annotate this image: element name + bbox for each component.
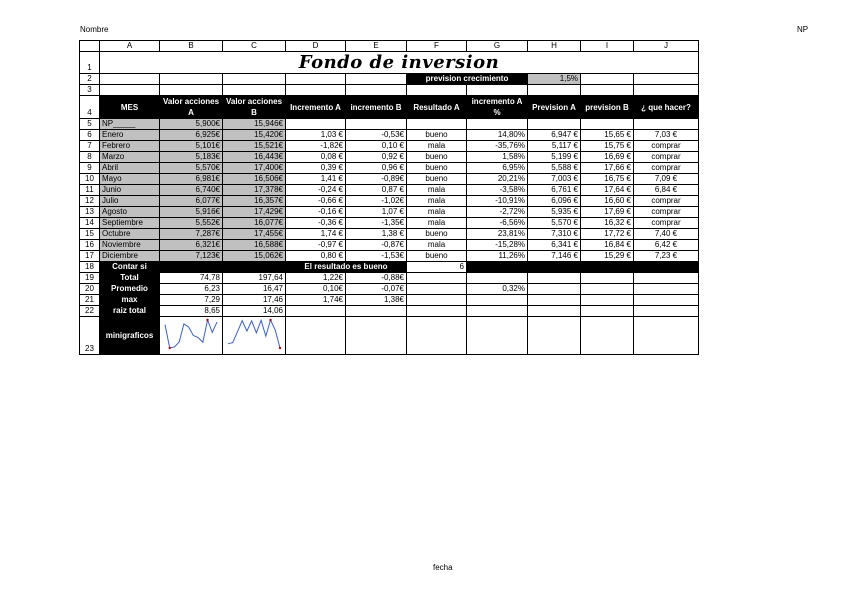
empty-cell[interactable] (100, 74, 160, 85)
empty-cell[interactable] (528, 317, 581, 355)
header-cell[interactable]: Prevision A (528, 96, 581, 119)
minigraficos-label[interactable]: minigraficos (100, 317, 160, 355)
empty-cell[interactable] (634, 306, 699, 317)
header-cell[interactable]: ¿ que hacer? (634, 96, 699, 119)
empty-cell[interactable] (528, 273, 581, 284)
data-cell[interactable]: 6,947 € (528, 130, 581, 141)
data-cell[interactable]: -35,76% (467, 141, 528, 152)
data-cell[interactable]: comprar (634, 163, 699, 174)
data-cell[interactable]: mala (407, 185, 467, 196)
sheet-row (80, 85, 699, 96)
data-cell[interactable]: 5,916€ (160, 207, 223, 218)
data-cell[interactable]: Julio (100, 196, 160, 207)
empty-cell[interactable] (407, 273, 467, 284)
data-cell[interactable]: Junio (100, 185, 160, 196)
data-cell[interactable]: 15,29 € (581, 251, 634, 262)
row-number[interactable]: 1 (80, 52, 100, 74)
data-cell[interactable]: 7,03 € (634, 130, 699, 141)
sheet-row (80, 262, 699, 273)
row-number[interactable]: 3 (80, 85, 100, 96)
data-cell[interactable]: 15,65 € (581, 130, 634, 141)
row-number[interactable]: 8 (80, 152, 100, 163)
data-cell[interactable]: 7,40 € (634, 229, 699, 240)
data-cell[interactable]: mala (407, 196, 467, 207)
header-cell[interactable]: incremento A % (467, 96, 528, 119)
data-cell[interactable]: 7,310 € (528, 229, 581, 240)
sparkline-a (162, 317, 220, 351)
raiz-label[interactable]: raiz total (100, 306, 160, 317)
data-cell[interactable]: Marzo (100, 152, 160, 163)
empty-cell[interactable] (407, 119, 467, 130)
data-cell[interactable]: 5,935 € (528, 207, 581, 218)
data-cell[interactable]: 6,341 € (528, 240, 581, 251)
sheet-row (80, 141, 699, 152)
data-cell[interactable]: 6,981€ (160, 174, 223, 185)
data-cell[interactable]: -0,89€ (346, 174, 407, 185)
data-cell[interactable]: 15,75 € (581, 141, 634, 152)
empty-cell[interactable] (286, 317, 346, 355)
data-cell[interactable]: 0,87 € (346, 185, 407, 196)
empty-cell[interactable] (346, 74, 407, 85)
header-cell[interactable]: Valor acciones B (223, 96, 286, 119)
data-cell[interactable]: -15,28% (467, 240, 528, 251)
contar-criteria[interactable]: El resultado es bueno (286, 262, 407, 273)
empty-cell[interactable] (467, 317, 528, 355)
contar-value[interactable]: 6 (407, 262, 467, 273)
data-cell[interactable]: 0,08 € (286, 152, 346, 163)
max-e[interactable]: 1,38€ (346, 295, 407, 306)
contar-label[interactable]: Contar si (100, 262, 160, 273)
data-cell[interactable]: Abril (100, 163, 160, 174)
sheet-row (80, 74, 699, 85)
sparkline-line (165, 320, 217, 348)
empty-cell[interactable] (581, 119, 634, 130)
data-cell[interactable]: comprar (634, 152, 699, 163)
empty-cell[interactable] (634, 295, 699, 306)
data-cell[interactable]: -1,53€ (346, 251, 407, 262)
empty-cell[interactable] (581, 295, 634, 306)
header-nombre: Nombre (80, 25, 109, 34)
empty-cell[interactable] (528, 85, 581, 96)
data-cell[interactable]: bueno (407, 174, 467, 185)
header-cell[interactable]: prevision B (581, 96, 634, 119)
raiz-b[interactable]: 8,65 (160, 306, 223, 317)
column-header-h[interactable]: H (528, 41, 581, 52)
empty-cell[interactable] (407, 295, 467, 306)
data-cell[interactable]: 15,062€ (223, 251, 286, 262)
empty-cell[interactable] (581, 306, 634, 317)
month-cell[interactable]: NP_____ (100, 119, 160, 130)
data-cell[interactable]: 5,183€ (160, 152, 223, 163)
empty-cell[interactable] (160, 85, 223, 96)
data-cell[interactable]: 7,123€ (160, 251, 223, 262)
data-cell[interactable]: 17,455€ (223, 229, 286, 240)
data-cell[interactable]: 1,74 € (286, 229, 346, 240)
data-cell[interactable]: 17,429€ (223, 207, 286, 218)
sheet-row (80, 130, 699, 141)
data-cell[interactable]: -1,35€ (346, 218, 407, 229)
sparkline-marker (279, 347, 281, 349)
data-cell[interactable]: 11,26% (467, 251, 528, 262)
data-cell[interactable]: 23,81% (467, 229, 528, 240)
data-cell[interactable]: 16,357€ (223, 196, 286, 207)
total-label[interactable]: Total (100, 273, 160, 284)
empty-cell[interactable] (407, 317, 467, 355)
data-cell[interactable]: 5,117 € (528, 141, 581, 152)
data-cell[interactable]: 7,23 € (634, 251, 699, 262)
empty-cell[interactable] (346, 85, 407, 96)
row-number[interactable]: 5 (80, 119, 100, 130)
column-header-b[interactable]: B (160, 41, 223, 52)
data-cell[interactable]: bueno (407, 130, 467, 141)
data-cell[interactable]: bueno (407, 152, 467, 163)
data-cell[interactable]: bueno (407, 163, 467, 174)
data-cell[interactable]: -1,02€ (346, 196, 407, 207)
data-cell[interactable]: -2,72% (467, 207, 528, 218)
promedio-e[interactable]: -0,07€ (346, 284, 407, 295)
data-cell[interactable]: Noviembre (100, 240, 160, 251)
data-cell[interactable]: -0,87€ (346, 240, 407, 251)
data-cell[interactable]: 14,80% (467, 130, 528, 141)
data-cell[interactable]: 17,69 € (581, 207, 634, 218)
data-cell[interactable]: 5,570 € (528, 218, 581, 229)
column-header-i[interactable]: I (581, 41, 634, 52)
data-cell[interactable]: 6,321€ (160, 240, 223, 251)
data-cell[interactable]: Diciembre (100, 251, 160, 262)
data-cell[interactable]: 16,69 € (581, 152, 634, 163)
data-cell[interactable]: Octubre (100, 229, 160, 240)
sparkline-line (228, 320, 280, 348)
empty-cell[interactable] (286, 85, 346, 96)
sheet-title[interactable]: Fondo de inversion (100, 52, 699, 74)
header-cell[interactable]: Resultado A (407, 96, 467, 119)
row-number[interactable]: 19 (80, 273, 100, 284)
corner-cell[interactable] (80, 41, 100, 52)
data-cell[interactable]: 17,400€ (223, 163, 286, 174)
data-cell[interactable]: 5,101€ (160, 141, 223, 152)
sheet-row (80, 229, 699, 240)
empty-cell[interactable] (223, 74, 286, 85)
data-cell[interactable]: Enero (100, 130, 160, 141)
data-cell[interactable]: 15,420€ (223, 130, 286, 141)
data-cell[interactable]: 6,761 € (528, 185, 581, 196)
data-cell[interactable]: 5,570€ (160, 163, 223, 174)
empty-cell[interactable] (528, 295, 581, 306)
raiz-c[interactable]: 14,06 (223, 306, 286, 317)
empty-cell[interactable] (346, 119, 407, 130)
data-cell[interactable]: bueno (407, 251, 467, 262)
empty-cell[interactable] (634, 284, 699, 295)
empty-cell[interactable] (160, 74, 223, 85)
header-cell[interactable]: MES (100, 96, 160, 119)
data-cell[interactable]: 16,077€ (223, 218, 286, 229)
data-cell[interactable]: 6,096 € (528, 196, 581, 207)
data-cell[interactable]: 5,199 € (528, 152, 581, 163)
blank-black-cell[interactable] (160, 262, 286, 273)
total-c[interactable]: 197,64 (223, 273, 286, 284)
prevision-value[interactable]: 1,5% (528, 74, 581, 85)
row-number[interactable]: 15 (80, 229, 100, 240)
data-cell[interactable]: 20,21% (467, 174, 528, 185)
data-cell[interactable]: 0,92 € (346, 152, 407, 163)
empty-cell[interactable] (581, 74, 634, 85)
value-b-cell[interactable]: 15,946€ (223, 119, 286, 130)
data-cell[interactable]: 7,003 € (528, 174, 581, 185)
empty-cell[interactable] (528, 284, 581, 295)
row-number[interactable]: 20 (80, 284, 100, 295)
empty-cell[interactable] (467, 85, 528, 96)
column-header-g[interactable]: G (467, 41, 528, 52)
data-cell[interactable]: 1,58% (467, 152, 528, 163)
data-cell[interactable]: 0,39 € (286, 163, 346, 174)
column-header-a[interactable]: A (100, 41, 160, 52)
max-g[interactable] (467, 295, 528, 306)
sheet-row (80, 218, 699, 229)
row-number[interactable]: 23 (80, 317, 100, 355)
row-number[interactable]: 13 (80, 207, 100, 218)
empty-cell[interactable] (581, 85, 634, 96)
data-cell[interactable]: 6,925€ (160, 130, 223, 141)
data-cell[interactable]: Febrero (100, 141, 160, 152)
sheet-row (80, 96, 699, 119)
data-cell[interactable]: 6,84 € (634, 185, 699, 196)
empty-cell[interactable] (407, 306, 467, 317)
promedio-g[interactable]: 0,32% (467, 284, 528, 295)
total-b[interactable]: 74,78 (160, 273, 223, 284)
data-cell[interactable]: 16,32 € (581, 218, 634, 229)
total-g[interactable] (467, 273, 528, 284)
sparkline-marker (206, 319, 208, 321)
data-cell[interactable]: -3,58% (467, 185, 528, 196)
sheet-row (80, 41, 699, 52)
row-number[interactable]: 9 (80, 163, 100, 174)
raiz-e[interactable] (346, 306, 407, 317)
header-cell[interactable]: Valor acciones A (160, 96, 223, 119)
empty-cell[interactable] (407, 85, 467, 96)
empty-cell[interactable] (634, 119, 699, 130)
empty-cell[interactable] (634, 317, 699, 355)
row-number[interactable]: 10 (80, 174, 100, 185)
data-cell[interactable]: mala (407, 218, 467, 229)
data-cell[interactable]: 7,287€ (160, 229, 223, 240)
data-cell[interactable]: Mayo (100, 174, 160, 185)
empty-cell[interactable] (286, 74, 346, 85)
data-cell[interactable]: -6,56% (467, 218, 528, 229)
sheet-row (80, 196, 699, 207)
sheet-row (80, 306, 699, 317)
data-cell[interactable]: bueno (407, 229, 467, 240)
data-cell[interactable]: 1,03 € (286, 130, 346, 141)
data-cell[interactable]: 17,66 € (581, 163, 634, 174)
data-cell[interactable]: mala (407, 207, 467, 218)
sparkline-marker (169, 347, 171, 349)
sheet-row (80, 185, 699, 196)
row-number[interactable]: 22 (80, 306, 100, 317)
promedio-c[interactable]: 16,47 (223, 284, 286, 295)
max-b[interactable]: 7,29 (160, 295, 223, 306)
row-number[interactable]: 17 (80, 251, 100, 262)
row-number[interactable]: 14 (80, 218, 100, 229)
empty-cell[interactable] (528, 306, 581, 317)
data-cell[interactable]: 1,38 € (346, 229, 407, 240)
column-header-e[interactable]: E (346, 41, 407, 52)
data-cell[interactable]: comprar (634, 196, 699, 207)
data-cell[interactable]: 17,72 € (581, 229, 634, 240)
data-cell[interactable]: -0,66 € (286, 196, 346, 207)
promedio-b[interactable]: 6,23 (160, 284, 223, 295)
row-number[interactable]: 16 (80, 240, 100, 251)
value-a-cell[interactable]: 5,900€ (160, 119, 223, 130)
sheet-row (80, 317, 699, 355)
data-cell[interactable]: Septiembre (100, 218, 160, 229)
max-c[interactable]: 17,46 (223, 295, 286, 306)
data-cell[interactable]: 6,95% (467, 163, 528, 174)
max-d[interactable]: 1,74€ (286, 295, 346, 306)
data-cell[interactable]: 16,506€ (223, 174, 286, 185)
data-cell[interactable]: 16,84 € (581, 240, 634, 251)
column-header-j[interactable]: J (634, 41, 699, 52)
sheet-row (80, 251, 699, 262)
row-number[interactable]: 11 (80, 185, 100, 196)
data-cell[interactable]: 1,41 € (286, 174, 346, 185)
data-cell[interactable]: comprar (634, 141, 699, 152)
sparkline-a-cell[interactable] (160, 317, 223, 355)
sheet-row (80, 284, 699, 295)
spreadsheet-table (79, 40, 699, 355)
empty-cell[interactable] (223, 85, 286, 96)
empty-cell[interactable] (528, 119, 581, 130)
data-cell[interactable]: mala (407, 240, 467, 251)
data-cell[interactable]: 16,588€ (223, 240, 286, 251)
row-number[interactable]: 6 (80, 130, 100, 141)
empty-cell[interactable] (407, 284, 467, 295)
empty-cell[interactable] (286, 119, 346, 130)
column-header-d[interactable]: D (286, 41, 346, 52)
blank-black-cell[interactable] (467, 262, 699, 273)
empty-cell[interactable] (467, 119, 528, 130)
sheet-row (80, 119, 699, 130)
data-cell[interactable]: 0,10 € (346, 141, 407, 152)
data-cell[interactable]: 16,443€ (223, 152, 286, 163)
empty-cell[interactable] (634, 85, 699, 96)
data-cell[interactable]: 1,07 € (346, 207, 407, 218)
data-cell[interactable]: comprar (634, 218, 699, 229)
sheet-row (80, 240, 699, 251)
header-cell[interactable]: Incremento A (286, 96, 346, 119)
data-cell[interactable]: 5,588 € (528, 163, 581, 174)
empty-cell[interactable] (581, 317, 634, 355)
row-number[interactable]: 18 (80, 262, 100, 273)
data-cell[interactable]: -1,82€ (286, 141, 346, 152)
row-number[interactable]: 2 (80, 74, 100, 85)
data-cell[interactable]: -0,53€ (346, 130, 407, 141)
data-cell[interactable]: 6,42 € (634, 240, 699, 251)
data-cell[interactable]: 6,077€ (160, 196, 223, 207)
row-number[interactable]: 7 (80, 141, 100, 152)
sparkline-b (225, 317, 283, 351)
data-cell[interactable]: -10,91% (467, 196, 528, 207)
data-cell[interactable]: Agosto (100, 207, 160, 218)
data-cell[interactable]: 15,521€ (223, 141, 286, 152)
sparkline-b-cell[interactable] (223, 317, 286, 355)
data-cell[interactable]: -0,16 € (286, 207, 346, 218)
empty-cell[interactable] (100, 85, 160, 96)
empty-cell[interactable] (634, 74, 699, 85)
sheet-row (80, 152, 699, 163)
total-e[interactable]: -0,88€ (346, 273, 407, 284)
raiz-d[interactable] (286, 306, 346, 317)
data-cell[interactable]: 0,96 € (346, 163, 407, 174)
footer-fecha: fecha (433, 563, 453, 572)
data-cell[interactable]: -0,97 € (286, 240, 346, 251)
total-d[interactable]: 1,22€ (286, 273, 346, 284)
data-cell[interactable]: 6,740€ (160, 185, 223, 196)
header-cell[interactable]: incremento B (346, 96, 407, 119)
sheet-row (80, 52, 699, 74)
data-cell[interactable]: 17,378€ (223, 185, 286, 196)
data-cell[interactable]: -0,24 € (286, 185, 346, 196)
empty-cell[interactable] (634, 273, 699, 284)
data-cell[interactable]: 7,09 € (634, 174, 699, 185)
sheet-row (80, 207, 699, 218)
promedio-d[interactable]: 0,10€ (286, 284, 346, 295)
prevision-label[interactable]: prevision crecimiento (407, 74, 528, 85)
sheet-row (80, 295, 699, 306)
data-cell[interactable]: mala (407, 141, 467, 152)
data-cell[interactable]: 16,75 € (581, 174, 634, 185)
sheet-row (80, 163, 699, 174)
empty-cell[interactable] (346, 317, 407, 355)
column-header-c[interactable]: C (223, 41, 286, 52)
empty-cell[interactable] (581, 273, 634, 284)
data-cell[interactable]: -0,36 € (286, 218, 346, 229)
row-number[interactable]: 12 (80, 196, 100, 207)
raiz-g[interactable] (467, 306, 528, 317)
data-cell[interactable]: comprar (634, 207, 699, 218)
empty-cell[interactable] (581, 284, 634, 295)
row-number[interactable]: 4 (80, 96, 100, 119)
data-cell[interactable]: 16,60 € (581, 196, 634, 207)
sheet-row (80, 273, 699, 284)
max-label[interactable]: max (100, 295, 160, 306)
column-header-f[interactable]: F (407, 41, 467, 52)
promedio-label[interactable]: Promedio (100, 284, 160, 295)
data-cell[interactable]: 5,552€ (160, 218, 223, 229)
sparkline-marker (269, 319, 271, 321)
row-number[interactable]: 21 (80, 295, 100, 306)
data-cell[interactable]: 17,64 € (581, 185, 634, 196)
sheet-row (80, 174, 699, 185)
header-np: NP (797, 25, 809, 34)
data-cell[interactable]: 0,80 € (286, 251, 346, 262)
data-cell[interactable]: 7,146 € (528, 251, 581, 262)
